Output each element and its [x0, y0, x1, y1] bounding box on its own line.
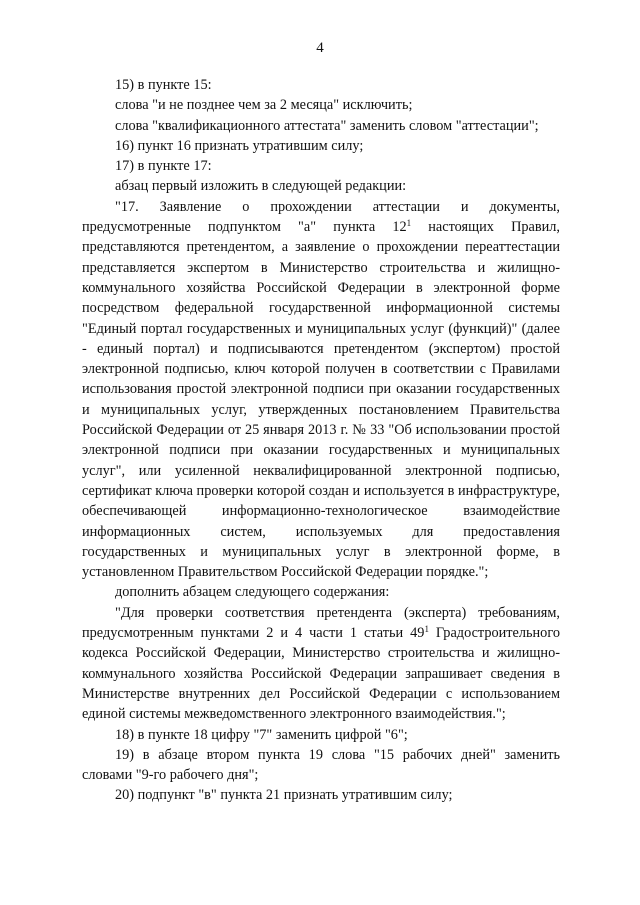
quote-text: "17. Заявление о прохождении аттестации и документы, предусмотренные подпунктом "а" пункта 12	[82, 198, 560, 236]
superscript: 1	[424, 624, 429, 635]
superscript: 1	[406, 218, 412, 229]
paragraph: слова "и не позднее чем за 2 месяца" исключить;	[115, 97, 413, 114]
quote-text: Градостроительного кодекса Российской Федерации, Министерство строительства и жилищно-коммунального хозяйства Российской Федерации запрашивает сведения в Министерстве внутренних дел Российской Федерации с использованием единой системы межведомственного электронного взаимодействия.";	[82, 625, 560, 723]
quoted-paragraph-added	[82, 603, 560, 725]
paragraph: слова "квалификационного аттестата" заменить словом "аттестации";	[115, 117, 539, 134]
paragraph: абзац первый изложить в следующей редакции:	[115, 178, 407, 195]
quoted-paragraph-17	[82, 197, 560, 583]
paragraph: 19) в абзаце втором пункта 19 слова "15 рабочих дней" заменить словами "9-го рабочего дня";	[82, 746, 560, 784]
paragraph: дополнить абзацем следующего содержания:	[115, 584, 390, 601]
document-body	[82, 75, 560, 806]
paragraph: 17) в пункте 17:	[115, 158, 212, 175]
paragraph: 20) подпункт "в" пункта 21 признать утратившим силу;	[115, 787, 453, 804]
paragraph: 18) в пункте 18 цифру "7" заменить цифрой "6";	[115, 726, 408, 743]
paragraph: 16) пункт 16 признать утратившим силу;	[115, 137, 364, 154]
quote-text: "Для проверки соответствия претендента (эксперта) требованиям, предусмотренным пунктами 2 и 4 части 1 статьи 49	[82, 604, 560, 642]
quote-text: настоящих Правил, представляются претендентом, а заявление о прохождении переаттестации представляется экспертом в Министерство строительства и жилищно-коммунального хозяйства Российской Федерации в электронной форме посредством федеральной государственной информационной системы "Единый портал государственных и муниципальных услуг (функций)" (далее - единый портал) и подписываются претендентом (экспертом) простой электронной подписью, ключ которой получен в соответствии с Правилами использования простой электронной подписи при оказании государственных и муниципальных услуг, утвержденных постановлением Правительства Российской Федерации от 25 января 2013 г. № 33 "Об использовании простой электронной подписи при оказании государственных и муниципальных услуг", или усиленной неквалифицированной электронной подписью, сертификат ключа проверки которой создан и используется в инфраструктуре, обеспечивающей информационно-технологическое взаимодействие информационных систем, используемых для предоставления государственных и муниципальных услуг в электронной форме, в установленном Правительством Российской Федерации порядке.";	[82, 219, 561, 581]
paragraph: 15) в пункте 15:	[115, 77, 212, 93]
page-number: 4	[316, 40, 324, 56]
